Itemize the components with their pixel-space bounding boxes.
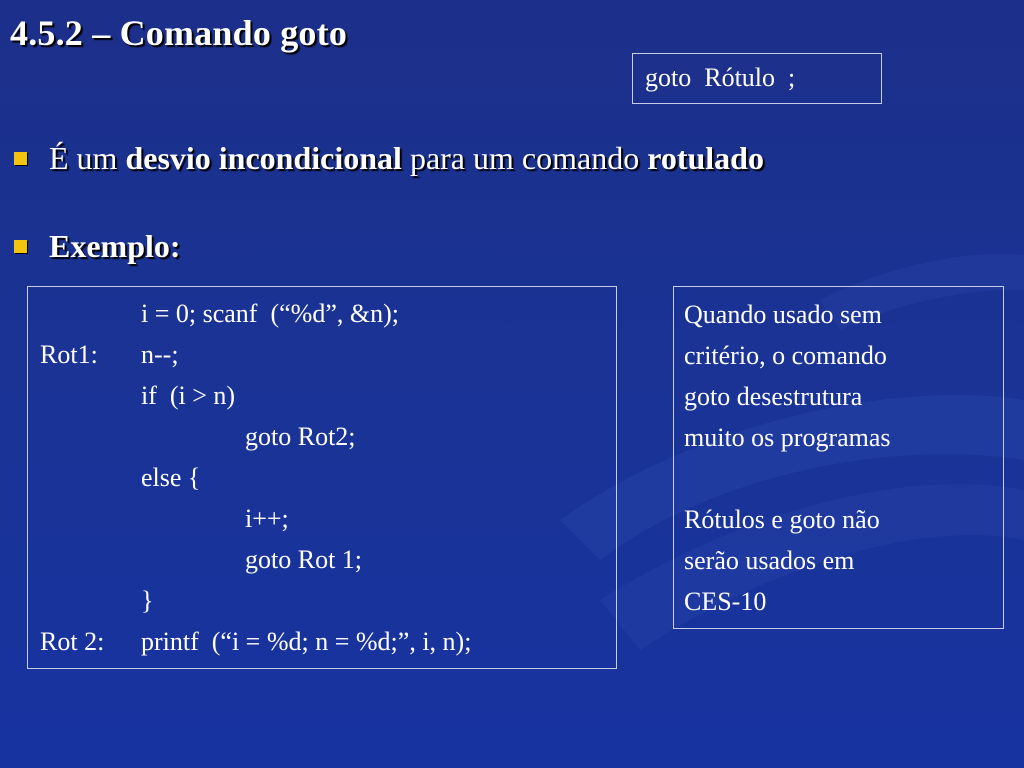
bullet-definition <box>14 140 764 177</box>
bullet-square-icon <box>14 240 27 253</box>
note-line: Quando usado sem <box>684 300 882 329</box>
bullet-text: Exemplo: <box>49 228 181 264</box>
code-line: else { <box>141 463 201 492</box>
note-line <box>684 461 1003 502</box>
bullet-square-icon <box>14 152 27 165</box>
code-line: i++; <box>245 504 289 533</box>
code-line: Rot 2: printf (“i = %d; n = %d;”, i, n); <box>40 627 472 656</box>
code-line: i = 0; scanf (“%d”, &n); <box>141 299 399 328</box>
code-line: } <box>141 586 154 615</box>
code-line: goto Rot 1; <box>245 545 363 574</box>
bullet-text: É um desvio incondicional para um comando rotulado <box>49 140 764 176</box>
note-line: critério, o comando <box>684 341 887 370</box>
syntax-box: goto Rótulo ; <box>632 53 882 104</box>
note-line: muito os programas <box>684 423 891 452</box>
code-line: Rot1: n--; <box>40 340 179 369</box>
note-line: Rótulos e goto não <box>684 505 880 534</box>
code-example-box <box>27 286 617 669</box>
note-line: serão usados em <box>684 546 855 575</box>
code-line: if (i > n) <box>141 381 236 410</box>
code-line: goto Rot2; <box>245 422 356 451</box>
note-line: CES-10 <box>684 587 767 616</box>
bullet-example <box>14 228 181 265</box>
slide-title: 4.5.2 – Comando goto <box>10 13 348 53</box>
note-box <box>673 286 1004 629</box>
note-line: goto desestrutura <box>684 382 863 411</box>
